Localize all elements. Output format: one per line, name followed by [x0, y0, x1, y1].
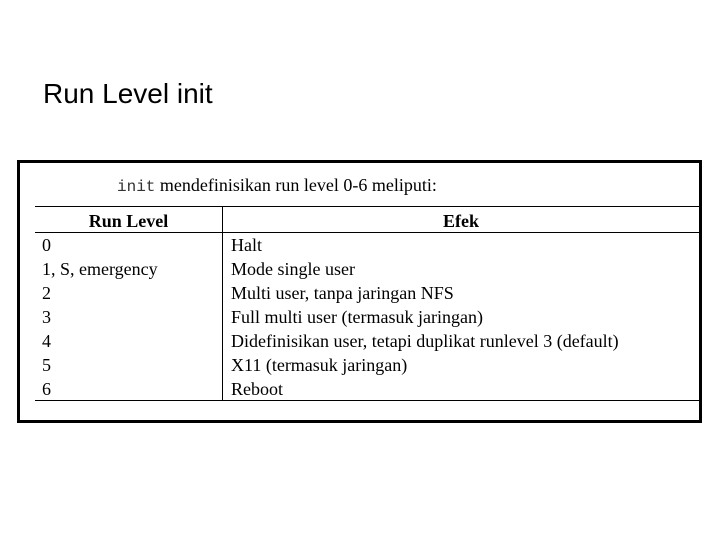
run-level-table-image [17, 160, 702, 423]
header-efek: Efek [443, 211, 479, 231]
intro-text: mendefinisikan run level 0-6 meliputi: [155, 175, 437, 195]
effect-cell: Didefinisikan user, tetapi duplikat runlevel 3 (default) [231, 331, 619, 351]
table-row [20, 233, 699, 257]
table-row [20, 281, 699, 305]
table-row [20, 353, 699, 377]
table-row [20, 329, 699, 353]
effect-cell: Multi user, tanpa jaringan NFS [231, 283, 454, 303]
table-intro [117, 174, 437, 198]
run-level-cell: 2 [42, 283, 51, 303]
effect-cell: Halt [231, 235, 262, 255]
run-level-cell: 6 [42, 379, 51, 399]
table-top-border [35, 206, 699, 207]
run-level-cell: 0 [42, 235, 51, 255]
table-row [20, 305, 699, 329]
effect-cell: Mode single user [231, 259, 355, 279]
run-level-cell: 3 [42, 307, 51, 327]
effect-cell: Reboot [231, 379, 283, 399]
slide-title: Run Level init [43, 78, 213, 109]
header-run-level: Run Level [88, 211, 169, 231]
run-level-cell: 1, S, emergency [42, 259, 158, 279]
effect-cell: Full multi user (termasuk jaringan) [231, 307, 483, 327]
table-row [20, 377, 699, 401]
intro-code: init [117, 178, 156, 196]
table-row [20, 257, 699, 281]
run-level-cell: 4 [42, 331, 51, 351]
run-level-cell: 5 [42, 355, 51, 375]
effect-cell: X11 (termasuk jaringan) [231, 355, 408, 375]
